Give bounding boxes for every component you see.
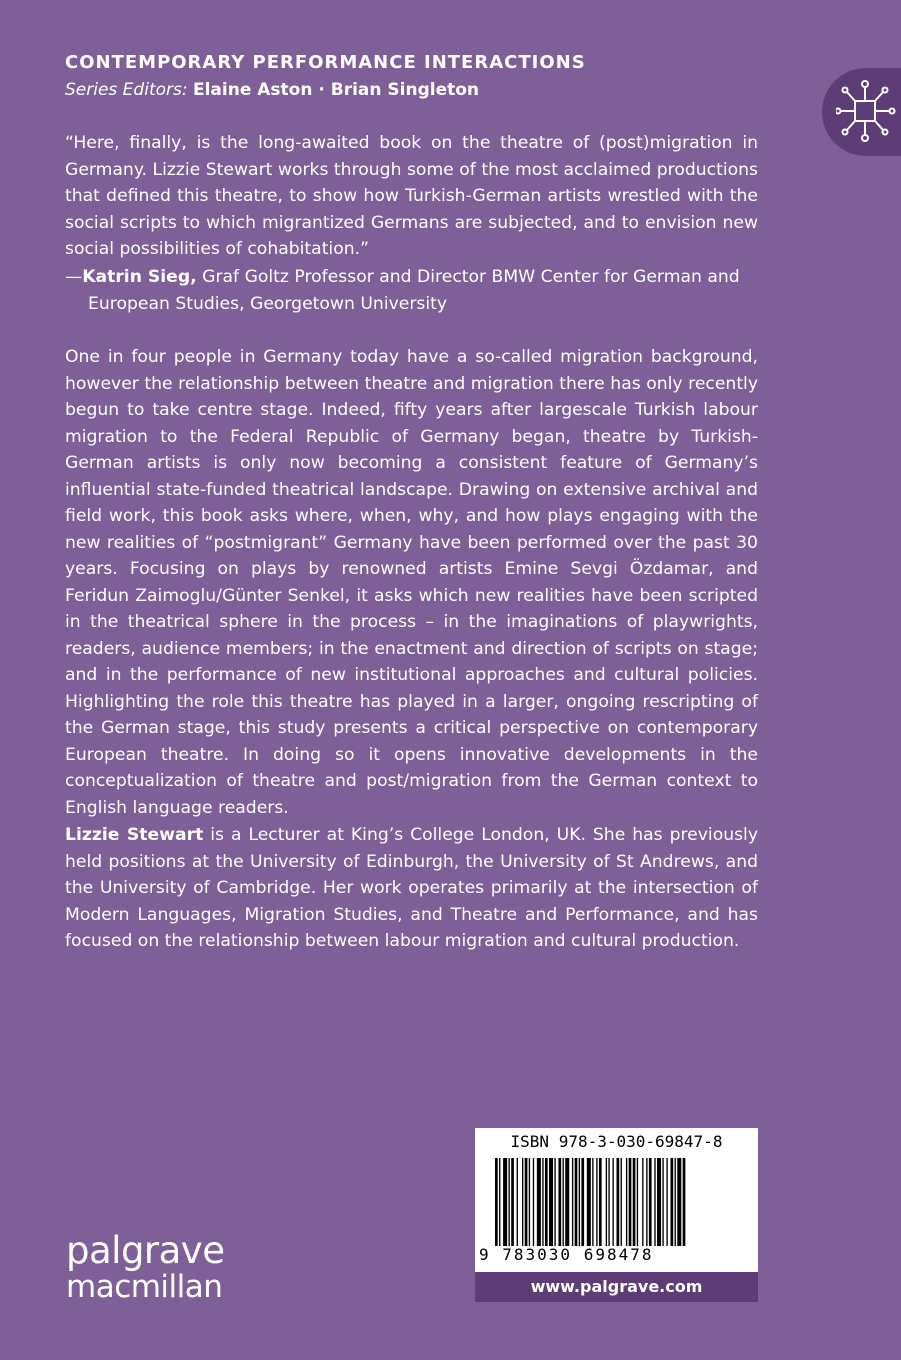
- quote-attribution: [65, 264, 758, 317]
- logo-line-palgrave: palgrave: [66, 1229, 225, 1272]
- series-title: CONTEMPORARY PERFORMANCE INTERACTIONS: [65, 52, 586, 73]
- publisher-url[interactable]: www.palgrave.com: [475, 1272, 758, 1302]
- publisher-logo: [66, 1229, 225, 1305]
- quote-dash: —: [65, 267, 83, 287]
- series-editors: [65, 80, 479, 100]
- publisher-emblem: [822, 68, 901, 156]
- author-bio-text: is a Lecturer at King’s College London, UK. She has previously held positions at the University of Edinburgh, the University of St Andrews, and the University of Cambridge. Her work operates primarily at the intersection of Modern Languages, Migration Studies, and Theatre and Performance, and has focused on the relationship between labour migration and cultural production.: [65, 825, 759, 951]
- quote-author: Katrin Sieg,: [82, 267, 197, 287]
- logo-line-macmillan: macmillan: [66, 1269, 223, 1305]
- isbn-barcode: [475, 1128, 758, 1272]
- quote-text: “Here, finally, is the long-awaited book on the theatre of (post)migration in Germany. Lizzie Stewart works through some of the most acclaimed productions that defined this theatre, to show how Turkish-German artists wrestled with the social scripts to which migrantized Germans are subjected, and to envision new social possibilities of cohabitation.”: [65, 133, 758, 259]
- author-name: Lizzie Stewart: [65, 825, 204, 845]
- quote-affiliation: Graf Goltz Professor and Director BMW Center for German and European Studies, Georgetown University: [88, 267, 740, 314]
- series-editors-names: Elaine Aston · Brian Singleton: [192, 80, 480, 100]
- isbn-label: ISBN 978-3-030-69847-8: [510, 1132, 723, 1151]
- barcode-icon: [495, 1158, 738, 1246]
- network-emblem-icon: [836, 80, 896, 142]
- isbn-digits: 9 783030 698478: [479, 1245, 654, 1264]
- endorsement-quote: [65, 130, 758, 263]
- book-description: One in four people in Germany today have a so-called migration background, however the relationship between theatre and migration there has only recently begun to take centre stage. Indeed, fifty years after largescale Turkish labour migration to the Federal Republic of Germany began, theatre by Turkish-German artists is only now becoming a consistent feature of Germany’s influential state-funded theatrical landscape. Drawing on extensive archival and field work, this book asks where, when, why, and how plays engaging with the new realities of “postmigrant” Germany have been performed over the past 30 years. Focusing on plays by renowned artists Emine Sevgi Özdamar, and Feridun Zaimoglu/Günter Senkel, it asks which new realities have been scripted in the theatrical sphere in the process – in the imaginations of playwrights, readers, audience members; in the enactment and direction of scripts on stage; and in the performance of new institutional approaches and cultural policies. Highlighting the role this theatre has played in a larger, ongoing rescripting of the German stage, this study presents a critical perspective on contemporary European theatre. In doing so it opens innovative developments in the conceptualization of theatre and post/migration from the German context to English language readers.: [65, 347, 758, 818]
- series-editors-label: Series Editors:: [65, 80, 188, 100]
- author-bio: [65, 822, 758, 955]
